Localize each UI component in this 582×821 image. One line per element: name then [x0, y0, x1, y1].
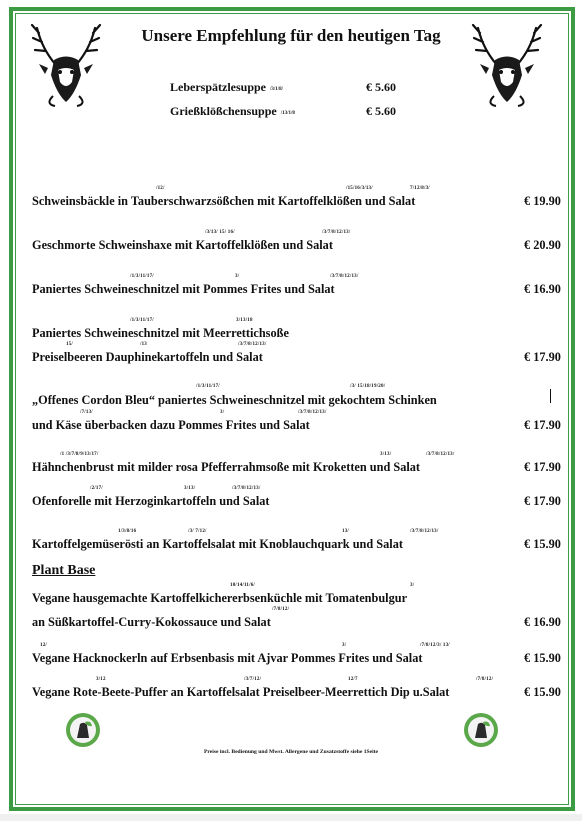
dish-price: € 17.90: [524, 418, 561, 432]
dish-price: € 19.90: [524, 194, 561, 208]
allergen-mark: /3/7/8/12/13/: [426, 452, 455, 457]
allergen-mark: /3/ 7/12/: [188, 529, 207, 534]
dish-line: „Offenes Cordon Bleu“ paniertes Schweineschnitzel mit gekochtem Schinken: [32, 393, 437, 407]
allergen-mark: 13/: [342, 529, 349, 534]
allergen-mark: /3/13/ 15/ 16/: [205, 230, 235, 235]
allergen-mark: 3/12: [96, 677, 106, 682]
allergen-mark: /7/8/12/: [476, 677, 494, 682]
allergen-mark: 1/3/8/16: [118, 529, 137, 534]
allergen-mark: /15/16/3/13/: [346, 186, 373, 191]
allergen-mark: 12/: [40, 643, 47, 648]
allergen-mark: /1/3/11/17/: [196, 384, 220, 389]
dish-line: Paniertes Schweineschnitzel mit Pommes Frites und Salat: [32, 282, 335, 296]
dish-line: Vegane Rote-Beete-Puffer an Kartoffelsalat Preiselbeer-Meerrettich Dip u.Salat: [32, 685, 450, 699]
dish-line: Paniertes Schweineschnitzel mit Meerrettichsoße: [32, 326, 289, 340]
allergen-mark: 15/: [66, 342, 73, 347]
allergen-mark: 3/: [410, 583, 415, 588]
allergen-mark: /7/8/12/3/ 13/: [420, 643, 450, 648]
soup-name: Leberspätzlesuppe $^{/3/1/8/}$: [170, 80, 284, 94]
allergen-mark: /12/: [156, 186, 165, 191]
dish-line: Schweinsbäckle in Tauberschwarzsößchen mit Kartoffelklößen und Salat: [32, 194, 416, 208]
allergen-mark: 3/: [220, 410, 225, 415]
allergen-mark: 3/13/18: [236, 318, 253, 323]
dish-price: € 17.90: [524, 460, 561, 474]
dish-price: € 16.90: [524, 615, 561, 629]
soup-name: Grießklößchensuppe $^{/13/1/8}$: [170, 104, 295, 118]
allergen-mark: 3/: [342, 643, 347, 648]
dish-price: € 17.90: [524, 494, 561, 508]
allergen-mark: /3/7/12/: [244, 677, 262, 682]
menu-title: Unsere Empfehlung für den heutigen Tag: [141, 26, 441, 45]
footer-note: Preise incl. Bedienung und Mwst. Allergene und Zusatzstoffe siehe 1Seite: [203, 749, 379, 755]
dish-price: € 16.90: [524, 282, 561, 296]
dish-line: Vegane hausgemachte Kartoffelkichererbsenküchle mit Tomatenbulgur: [32, 591, 408, 605]
dish-line: Ofenforelle mit Herzoginkartoffeln und Salat: [32, 494, 270, 508]
dish-price: € 15.90: [524, 651, 561, 665]
allergen-mark: /3/7/8/12/13/: [298, 410, 327, 415]
allergen-mark: 12/7: [348, 677, 358, 682]
allergen-mark: /3/7/8/12/13/: [322, 230, 351, 235]
dish-line: Geschmorte Schweinshaxe mit Kartoffelklößen und Salat: [32, 238, 333, 252]
allergen-mark: /7/13/: [80, 410, 93, 415]
dish-price: € 17.90: [524, 350, 561, 364]
dish-line: und Käse überbacken dazu Pommes Frites und Salat: [32, 418, 310, 432]
allergen-mark: /3/7/8/12/13/: [410, 529, 439, 534]
dish-price: € 15.90: [524, 685, 561, 699]
allergen-mark: /3/7/8/12/13/: [232, 486, 261, 491]
dish-line: an Süßkartoffel-Curry-Kokossauce und Salat: [32, 615, 271, 629]
dish-line: Kartoffelgemüserösti an Kartoffelsalat mit Knoblauchquark und Salat: [32, 537, 403, 551]
section-heading-plant-base: Plant Base: [32, 563, 96, 578]
allergen-mark: /3/ 15/18/19/20/: [350, 384, 386, 389]
allergen-mark: /1/3/11/17/: [130, 318, 154, 323]
text-cursor-mark: [550, 389, 551, 403]
allergen-mark: /13: [140, 342, 147, 347]
allergen-mark: /2/17/: [90, 486, 103, 491]
soup-price: € 5.60: [366, 104, 396, 118]
allergen-mark: 7/12/8/3/: [410, 186, 430, 191]
soup-allergens: /13/1/8: [280, 111, 295, 116]
allergen-mark: 10/14/11/6/: [230, 583, 255, 588]
vegan-badge-icon: [65, 712, 101, 748]
bottom-strip: [0, 814, 582, 821]
allergen-mark: /1 /3/7/8/9/13/17/: [60, 452, 99, 457]
allergen-mark: /3/7/8/12/13/: [238, 342, 267, 347]
dish-line: Vegane Hacknockerln auf Erbsenbasis mit Ajvar Pommes Frites und Salat: [32, 651, 423, 665]
dish-price: € 15.90: [524, 537, 561, 551]
allergen-mark: 3/: [235, 274, 240, 279]
allergen-mark: /1/3/11/17/: [130, 274, 154, 279]
dish-line: Hähnchenbrust mit milder rosa Pfefferrahmsoße mit Kroketten und Salat: [32, 460, 421, 474]
allergen-mark: 3/13/: [184, 486, 196, 491]
allergen-mark: /7/8/12/: [272, 607, 290, 612]
vegan-badge-icon: [463, 712, 499, 748]
allergen-mark: 3/13/: [380, 452, 392, 457]
soup-allergens: /3/1/8/: [270, 87, 284, 92]
dish-line: Preiselbeeren Dauphinekartoffeln und Salat: [32, 350, 263, 364]
dish-price: € 20.90: [524, 238, 561, 252]
soup-price: € 5.60: [366, 80, 396, 94]
allergen-mark: /3/7/8/12/13/: [330, 274, 359, 279]
